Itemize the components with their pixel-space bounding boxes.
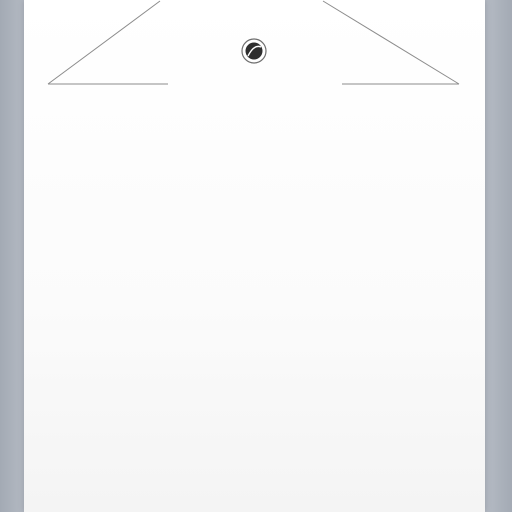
circle-emblem-icon: [242, 39, 266, 63]
letterhead-right-triangle: [323, 1, 459, 84]
document-page: [24, 0, 485, 512]
letterhead-decoration: [24, 0, 485, 100]
letterhead-left-triangle: [48, 1, 168, 84]
